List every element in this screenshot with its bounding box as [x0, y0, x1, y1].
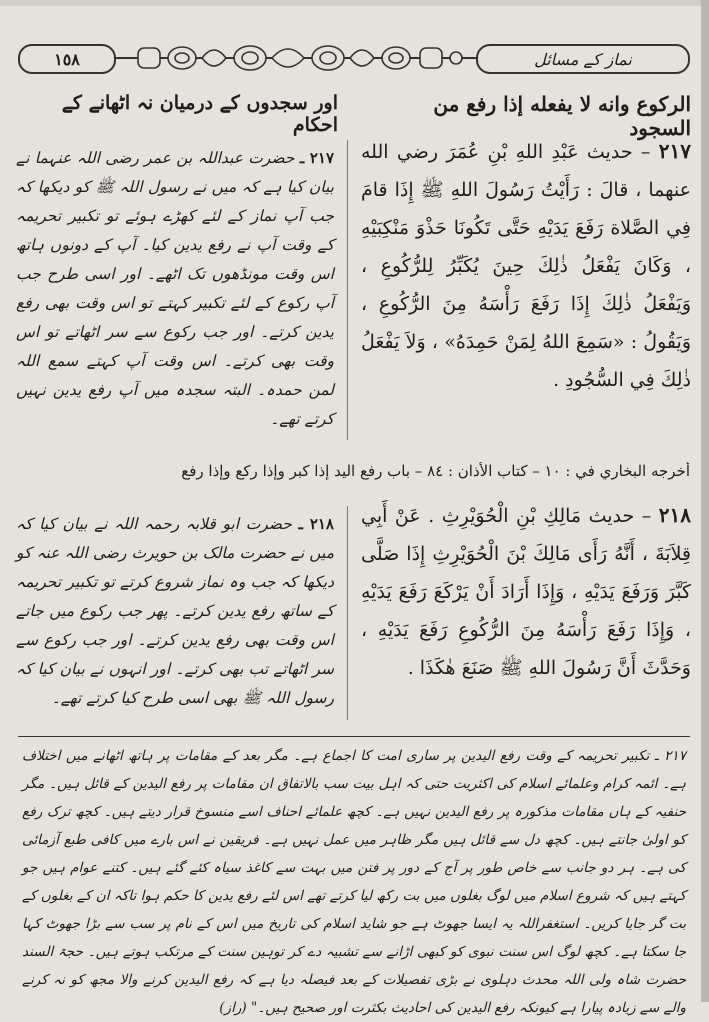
hadith-217-arabic [361, 132, 691, 450]
hadith-218-urdu [16, 510, 334, 710]
running-title: نماز کے مسائل [476, 44, 690, 74]
source-reference: أخرجه البخاري في : ١٠ – كتاب الأذان : ٨٤ – باب رفع اليد إذا كبر وإذا ركع وإذا رفع [181, 462, 690, 480]
hadith-translation: حضرت ابو قلابہ رحمہ اللہ نے بیان کیا کہ میں نے حضرت مالک بن حویرث رضی اللہ عنہ کو دیکھا کہ جب وہ نماز شروع کرتے تو تکبیر تحریمہ کے ساتھ رفع یدین کرتے۔ پھر جب رکوع میں جاتے اس وقت بھی رفع یدین کرتے۔ اور جب رکوع سے سر اٹھاتے تب بھی کرتے۔ اور انہوں نے بیان کیا کہ رسول اللہ ﷺ بھی اسی طرح کیا کرتے تھے۔ [16, 515, 334, 707]
column-divider [347, 140, 348, 440]
hadith-218-arabic [361, 496, 691, 732]
page-number: ١٥٨ [18, 44, 116, 74]
page-header [18, 40, 690, 76]
footnote [22, 742, 686, 1022]
header-ornament-icon [130, 40, 470, 76]
hadith-text: – حديث عَبْدِ اللهِ بْنِ عُمَرَ رضي الله عنهما ، قالَ : رَأَيْتُ رَسُولَ اللهِ ﷺ إِذَا قامَ فِي الصَّلاة رَفَعَ يَدَيْهِ حَتَّى تَكُونَا حَذْوَ مَنْكِبَيْهِ ، وَكَانَ يَفْعَلُ ذٰلِكَ حِينَ يُكَبِّرُ لِلرُّكُوعِ ، وَيَفْعَلُ ذٰلِكَ إِذَا رَفَعَ رَأْسَهُ مِنَ الرُّكُوعِ ، وَيَقُولُ : «سَمِعَ اللهُ لِمَنْ حَمِدَهُ» ، وَلاَ يَفْعَلُ ذٰلِكَ فِي السُّجُودِ . [361, 141, 691, 391]
hadith-number: ٢١٧ ـ [299, 149, 334, 167]
hadith-translation: حضرت عبداللہ بن عمر رضی اللہ عنہما نے بیان کیا ہے کہ میں نے رسول اللہ ﷺ کو دیکھا کہ جب آپ نماز کے لئے کھڑے ہوئے تو تکبیر تحریمہ کے وقت آپ نے رفع یدین کیا۔ آپ کے دونوں ہاتھ اس وقت مونڈھوں تک اٹھے۔ اور اسی طرح جب آپ رکوع کے لئے تکبیر کہتے تو اس وقت بھی رفع یدین کرتے۔ اور جب رکوع سے سر اٹھاتے تو اس وقت بھی کرتے۔ اس وقت آپ کہتے سمع اللہ لمن حمدہ۔ البتہ سجدہ میں آپ رفع یدین نہیں کرتے تھے۔ [16, 149, 334, 428]
hadith-217-urdu [16, 144, 334, 428]
hadith-text: – حديث مَالِكِ بْنِ الْحُوَيْرِثِ . عَنْ أَبِي قِلاَبَةَ ، أَنَّهُ رَأَى مَالِكَ بْنَ الْحُوَيْرِثِ إِذَا صَلَّى كَبَّرَ وَرَفَعَ يَدَيْهِ ، وَإِذَا أَرَادَ أَنْ يَرْكَعَ رَفَعَ يَدَيْهِ ، وَإِذَا رَفَعَ رَأْسَهُ مِنَ الرُّكُوعِ رَفَعَ يَدَيْهِ ، وَحَدَّثَ أَنَّ رَسُولَ اللهِ ﷺ صَنَعَ هٰكَذَا . [361, 505, 691, 679]
scan-edge-right [701, 0, 709, 1002]
footnote-text: تکبیر تحریمہ کے وقت رفع الیدین پر ساری امت کا اجماع ہے۔ مگر بعد کے مقامات پر ہاتھ اٹھانے میں اختلاف ہے۔ ائمہ کرام وعلمائے اسلام کی اکثریت حتی کہ اہل بیت سب بالاتفاق ان مقامات پر رفع الیدین کے قائل ہیں۔ مگر حنفیہ کے ہاں مقامات مذکورہ پر رفع الیدین نہیں ہے۔ کچھ علمائے احناف اسے منسوخ قرار دیتے ہیں۔ کچھ ترک رفع کو اولیٰ جانتے ہیں۔ کچھ دل سے قائل ہیں مگر ظاہر میں عمل نہیں ہے۔ فریقین نے اس بارے میں کافی طبع آزمائی کی ہے۔ ہر دو جانب سے خاص طور پر آج کے دور پر فتن میں بہت سے کاغذ سیاہ کئے گئے ہیں۔ کتنے عوام ہیں جو کہتے ہیں کہ شروع اسلام میں لوگ بغلوں میں بت رکھ لیا کرتے تھے اس لئے رفع یدین کا حکم ہوا تاکہ ان کے بغلوں کے بت گر جایا کریں۔ استغفراللہ یہ ایسا جھوٹ ہے جو شاید اسلام کی تاریخ میں اس کے نام پر سب سے بڑا جھوٹ کہا جا سکتا ہے۔ کچھ لوگ اس سنت نبوی کو کبھی اڑانے سے تشبیہ دے کر توہین سنت کے مرتکب ہوتے ہیں۔ حجۃ السند حضرت شاہ ولی اللہ محدث دہلوی نے بڑی تفصیلات کے بعد فیصلہ دیا ہے کہ رفع الیدین کرنے والا مجھ کو نہ کرنے والے سے زیادہ پیارا ہے کیونکہ رفع الیدین کی احادیث بکثرت اور صحیح ہیں۔" (راز) [22, 748, 686, 1016]
hadith-number: ٢١٨ ـ [298, 515, 334, 533]
hadith-number: ٢١٨ [658, 503, 691, 527]
chapter-heading-urdu: اور سجدوں کے درمیان نہ اٹھانے کے احکام [61, 92, 338, 136]
footnote-number: ٢١٧ ـ [654, 748, 686, 764]
hadith-number: ٢١٧ [658, 139, 691, 163]
footnote-separator [18, 736, 690, 737]
column-divider [347, 506, 348, 720]
scan-edge-top [0, 0, 709, 6]
chapter-heading-arabic: الركوع وانه لا يفعله إذا رفع من السجود [433, 92, 691, 140]
